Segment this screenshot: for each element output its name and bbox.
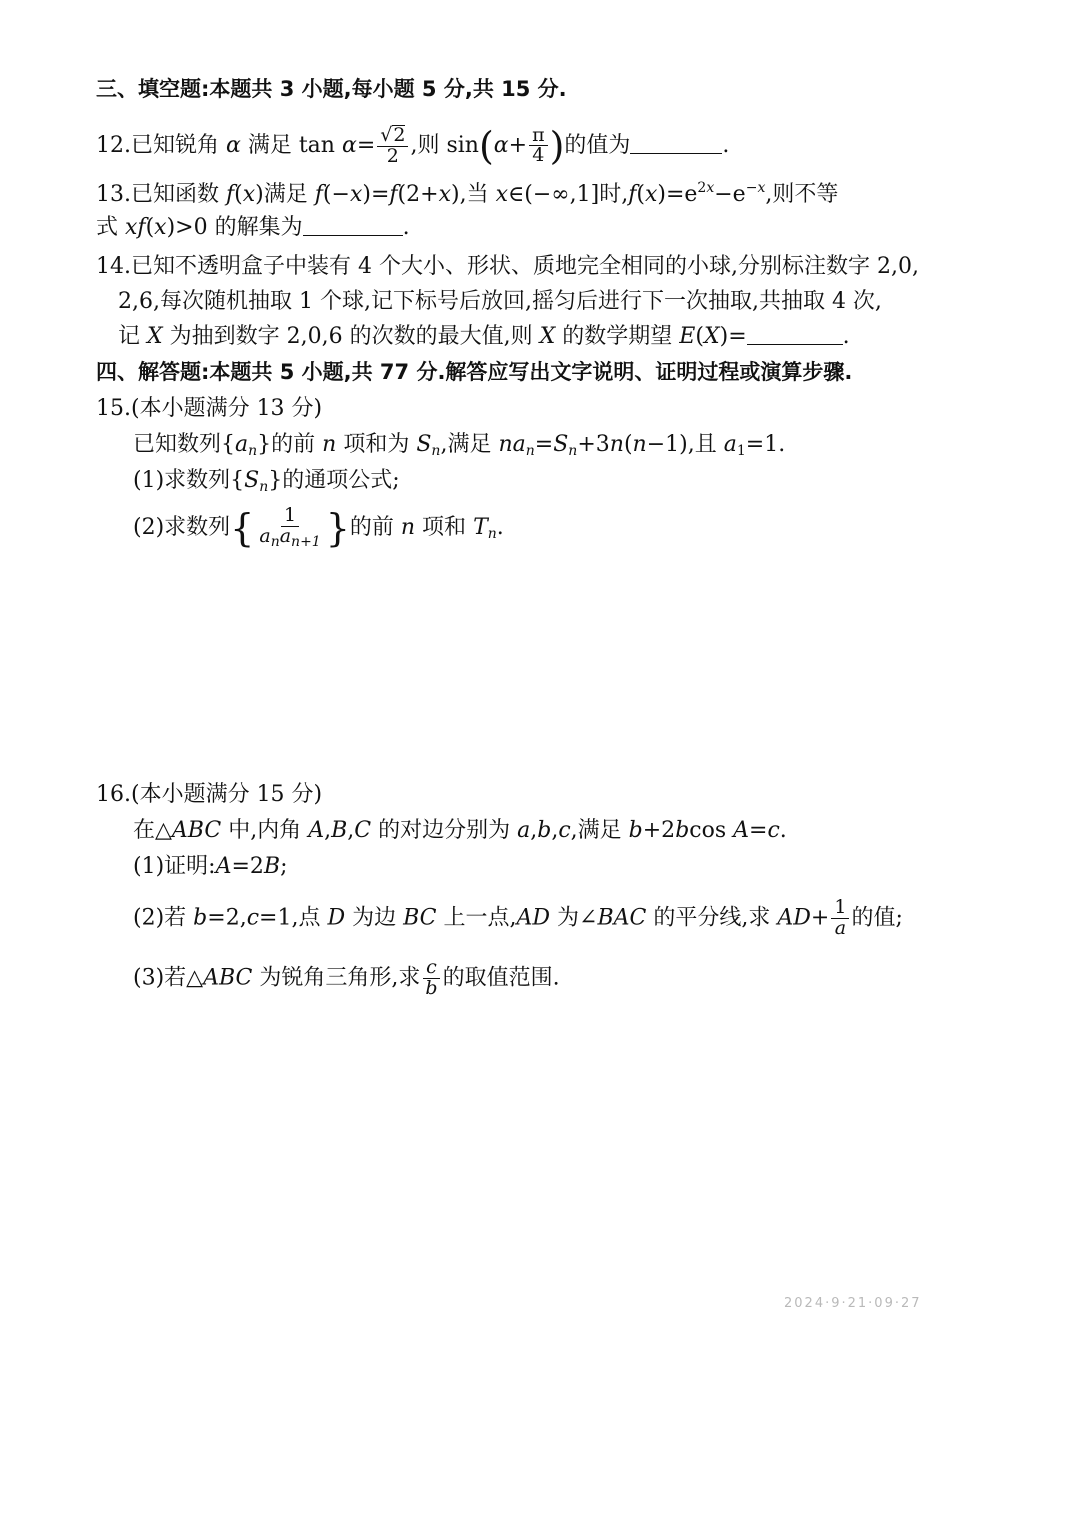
q14-answer-blank[interactable] bbox=[747, 326, 843, 345]
q12-fraction: $\frac{√2}{2}$ bbox=[377, 125, 408, 167]
question-15-part1: (1)求数列$\{S_n\}$的通项公式; bbox=[133, 468, 400, 495]
q12-text-d: 的值为 bbox=[564, 132, 631, 158]
question-16-part2: (2)若 b=2,c=1,点 D 为边 BC 上一点,AD 为∠BAC 的平分线,求 AD+ $\frac{1}{a}$ 的值; bbox=[133, 896, 903, 939]
question-15-part2: (2)求数列{ $\frac{1}{a_na_{n+1}}$ }的前 n 项和 $T_n$. bbox=[133, 504, 504, 550]
q16-fraction-c-over-b: $\frac{c}{b}$ bbox=[422, 958, 440, 999]
q12-text-c: ,则 sin bbox=[410, 132, 479, 158]
question-15-stem: 已知数列$\{a_n\}$的前 n 项和为 $S_n$,满足 $na_n=S_n+3n(n-1)$,且 $a_1=1$. bbox=[133, 432, 786, 459]
question-16-stem: 在△ABC 中,内角 A,B,C 的对边分别为 a,b,c,满足 b+2bcos A=c. bbox=[133, 818, 787, 843]
q12-text-b: 满足 tan bbox=[240, 132, 342, 158]
q13-answer-blank[interactable] bbox=[303, 217, 403, 236]
q12-pi-fraction: $\frac{\pi}{4}$ bbox=[529, 126, 548, 167]
question-13-line1: 13.已知函数 f(x)满足 f(−x)=f(2+x),当 x∈(−∞,1]时$,f(x)=e^{2x}-e^{-x}$,则不等 bbox=[96, 180, 839, 207]
q16-fraction-1-over-a: $\frac{1}{a}$ bbox=[831, 898, 849, 939]
question-16-part1: (1)证明:A=2B; bbox=[133, 854, 288, 879]
question-12: 12.已知锐角 α 满足 tan α= $\frac{√2}{2}$ ,则 sin(α+ $\frac{\pi}{4}$ )的值为 . bbox=[96, 123, 730, 168]
question-14-line3: 记 X 为抽到数字 2,0,6 的次数的最大值,则 X 的数学期望 E(X)= . bbox=[118, 324, 850, 349]
q15-fraction: $\frac{1}{a_na_{n+1}}$ bbox=[259, 504, 321, 550]
footer-stamp: 2024·9·21·09·27 bbox=[784, 1296, 922, 1311]
question-14-line1: 14.已知不透明盒子中装有 4 个大小、形状、质地完全相同的小球,分别标注数字 2,0, bbox=[96, 254, 919, 279]
section3-heading: 三、填空题:本题共 3 小题,每小题 5 分,共 15 分. bbox=[96, 77, 567, 101]
question-14-line2: 2,6,每次随机抽取 1 个球,记下标号后放回,摇匀后进行下一次抽取,共抽取 4 次, bbox=[118, 289, 882, 314]
question-13-line2: 式 xf(x)>0 的解集为 . bbox=[96, 215, 410, 240]
question-16-part3: (3)若△ABC 为锐角三角形,求 $\frac{c}{b}$ 的取值范围. bbox=[133, 956, 560, 999]
section4-heading: 四、解答题:本题共 5 小题,共 77 分.解答应写出文字说明、证明过程或演算步骤. bbox=[96, 360, 853, 384]
question-15-title: 15.(本小题满分 13 分) bbox=[96, 396, 323, 421]
q12-text-a: 12.已知锐角 bbox=[96, 132, 226, 158]
q12-answer-blank[interactable] bbox=[630, 135, 722, 154]
question-16-title: 16.(本小题满分 15 分) bbox=[96, 782, 323, 807]
